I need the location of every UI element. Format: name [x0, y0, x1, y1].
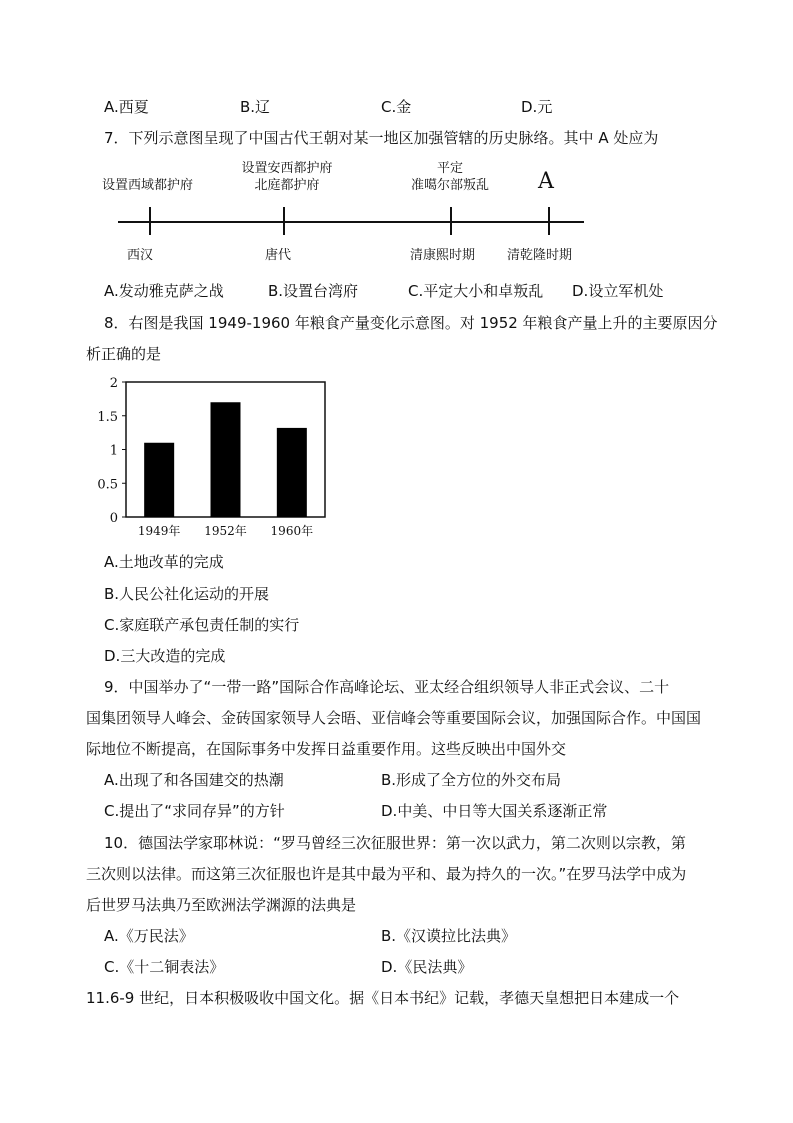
q10-stem-line2: 三次则以法律。而这第三次征服也许是其中最为平和、最为持久的一次。”在罗马法学中成为 — [86, 865, 687, 883]
q9-stem-line2: 国集团领导人峰会、金砖国家领导人会晤、亚信峰会等重要国际会议，加强国际合作。中国国 — [86, 709, 702, 727]
bar-1952年 — [211, 402, 241, 517]
x-tick-label: 1949年 — [137, 524, 181, 538]
q10-stem-line1: 10．德国法学家耶林说：“罗马曾经三次征服世界：第一次以武力，第二次则以宗教，第 — [104, 834, 686, 852]
q10-option-b: B.《汉谟拉比法典》 — [381, 927, 517, 945]
timeline-event-2b: 北庭都护府 — [254, 178, 320, 193]
x-tick-label: 1960年 — [270, 524, 314, 538]
q7-option-b: B.设置台湾府 — [268, 282, 359, 300]
timeline-event-1: 设置西域都护府 — [102, 178, 194, 193]
q8-option-d: D.三大改造的完成 — [104, 647, 226, 665]
q11-stem-line1: 11.6-9 世纪，日本积极吸收中国文化。据《日本书纪》记载，孝德天皇想把日本建成一个 — [86, 989, 680, 1007]
grain-output-chart — [96, 370, 336, 540]
q9-stem-line1: 9．中国举办了“一带一路”国际合作高峰论坛、亚太经合组织领导人非正式会议、二十 — [104, 678, 670, 696]
q8-option-c: C.家庭联产承包责任制的实行 — [104, 616, 300, 634]
q7-option-d: D.设立军机处 — [572, 282, 664, 300]
q6-option-b: B.辽 — [240, 98, 271, 116]
timeline-event-a: A — [538, 169, 554, 194]
q9-option-c: C.提出了“求同存异”的方针 — [104, 802, 285, 820]
q8-option-a: A.土地改革的完成 — [104, 553, 224, 571]
q6-option-c: C.金 — [381, 98, 412, 116]
q10-stem-line3: 后世罗马法典乃至欧洲法学渊源的法典是 — [86, 896, 357, 914]
timeline-diagram — [96, 155, 590, 270]
timeline-event-3a: 平定 — [436, 161, 463, 176]
timeline-period-1: 西汉 — [127, 248, 154, 263]
q7-option-c: C.平定大小和卓叛乱 — [408, 282, 544, 300]
bar-1949年 — [144, 443, 174, 517]
timeline-event-3b: 准噶尔部叛乱 — [410, 178, 489, 193]
q10-option-a: A.《万民法》 — [104, 927, 194, 945]
y-tick-label: 1 — [109, 443, 118, 459]
q7-stem: 7．下列示意图呈现了中国古代王朝对某一地区加强管辖的历史脉络。其中 A 处应为 — [104, 129, 659, 147]
y-tick-label: 1.5 — [97, 409, 118, 425]
q7-option-a: A.发动雅克萨之战 — [104, 282, 224, 300]
timeline-period-2: 唐代 — [265, 248, 292, 263]
q8-option-b: B.人民公社化运动的开展 — [104, 585, 270, 603]
q9-option-a: A.出现了和各国建交的热潮 — [104, 771, 284, 789]
q6-option-a: A.西夏 — [104, 98, 149, 116]
bar-1960年 — [277, 428, 307, 517]
timeline-period-4: 清乾隆时期 — [507, 248, 573, 263]
y-tick-label: 0 — [109, 511, 118, 526]
timeline-period-3: 清康熙时期 — [410, 248, 476, 263]
q9-option-d: D.中美、中日等大国关系逐渐正常 — [381, 802, 608, 820]
q9-stem-line3: 际地位不断提高，在国际事务中发挥日益重要作用。这些反映出中国外交 — [86, 740, 567, 758]
q9-option-b: B.形成了全方位的外交布局 — [381, 771, 562, 789]
q6-option-d: D.元 — [521, 98, 553, 116]
y-tick-label: 0.5 — [97, 477, 118, 493]
q8-stem-line2: 析正确的是 — [86, 345, 162, 363]
y-tick-label: 2 — [109, 376, 118, 391]
q10-option-c: C.《十二铜表法》 — [104, 958, 225, 976]
timeline-event-2a: 设置安西都护府 — [241, 161, 333, 176]
q8-stem-line1: 8．右图是我国 1949-1960 年粮食产量变化示意图。对 1952 年粮食产量上升的主要原因分 — [104, 314, 718, 332]
q10-option-d: D.《民法典》 — [381, 958, 473, 976]
x-tick-label: 1952年 — [204, 524, 247, 538]
